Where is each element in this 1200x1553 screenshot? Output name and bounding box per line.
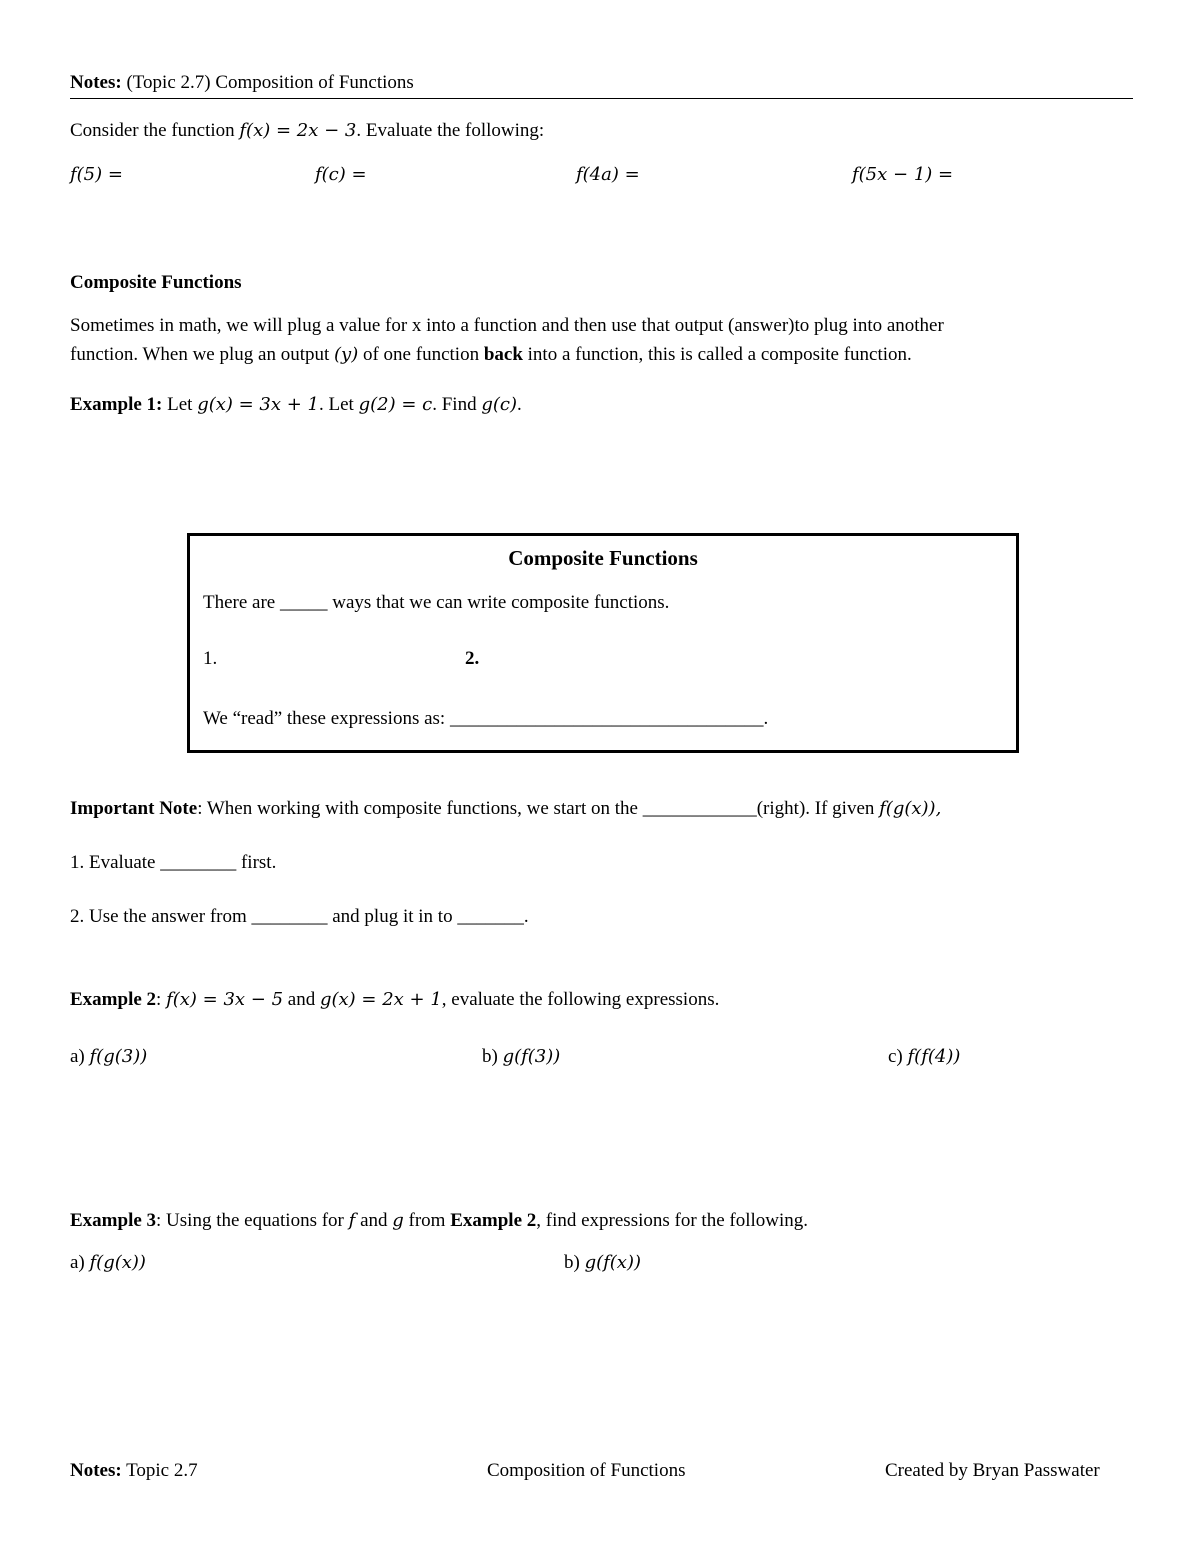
section-para-line-2 [70, 340, 1080, 369]
example-3 [70, 1210, 808, 1232]
header-label: Notes: [70, 72, 122, 93]
para-2-var: (y) [334, 344, 359, 365]
example-2-part-c [888, 1046, 960, 1068]
example-1-t2: . Let [319, 394, 354, 415]
example-2-f-def: f(x) = 3x − 5 [166, 989, 284, 1010]
example-2-part-b [482, 1046, 560, 1068]
important-text: : When working with composite functions, we start on the ____________(right). If given [197, 798, 875, 819]
part-letter: b) [482, 1046, 498, 1067]
part-letter: c) [888, 1046, 903, 1067]
part-letter: b) [564, 1252, 580, 1273]
example-2-g-def: g(x) = 2x + 1 [319, 989, 442, 1010]
warmup-item-2: f(c) = [315, 164, 367, 185]
section-heading: Composite Functions [70, 272, 242, 293]
warmup-item-3: f(4a) = [576, 164, 640, 185]
para-2-bold: back [483, 344, 523, 365]
example-2-label: Example 2 [70, 989, 157, 1010]
important-expr: f(g(x)), [879, 798, 942, 819]
part-expr: f(g(3)) [89, 1046, 148, 1067]
part-expr: g(f(3)) [502, 1046, 561, 1067]
part-expr: g(f(x)) [584, 1252, 642, 1273]
important-note [70, 798, 941, 820]
example-3-t1: : Using the equations for [156, 1210, 344, 1231]
part-letter: a) [70, 1252, 85, 1273]
example-3-ref: Example 2 [450, 1210, 537, 1231]
para-2c: into a function, this is called a composite function. [527, 344, 912, 365]
warmup-function: f(x) = 2x − 3 [239, 120, 357, 141]
example-3-t4: , find expressions for the following. [536, 1210, 809, 1231]
warmup-tail: . Evaluate the following: [356, 120, 545, 141]
page-header [70, 72, 414, 94]
part-expr: f(g(x)) [89, 1252, 146, 1273]
example-1-t1: Let [167, 394, 193, 415]
example-1-t4: . [517, 394, 522, 415]
box-item-1: 1. [203, 648, 218, 669]
example-1 [70, 394, 522, 416]
example-3-t3: from [408, 1210, 446, 1231]
example-1-e1: g(x) = 3x + 1 [197, 394, 320, 415]
important-step-2: 2. Use the answer from ________ and plug it in to _______. [70, 906, 529, 927]
example-2 [70, 989, 719, 1011]
example-3-label: Example 3 [70, 1210, 157, 1231]
footer-topic: Topic 2.7 [126, 1460, 198, 1481]
example-2-tail: , evaluate the following expressions. [441, 989, 720, 1010]
example-2-colon: : [156, 989, 162, 1010]
header-rule [70, 98, 1133, 99]
box-title: Composite Functions [508, 546, 698, 570]
footer-left [70, 1460, 198, 1482]
footer-label: Notes: [70, 1460, 122, 1481]
header-title: (Topic 2.7) Composition of Functions [126, 72, 414, 93]
example-1-e2: g(2) = c [358, 394, 433, 415]
section-para-line-1: Sometimes in math, we will plug a value for x into a function and then use that output (answer)to plug into another [70, 315, 944, 336]
box-line-1: There are _____ ways that we can write composite functions. [203, 592, 670, 613]
footer-right: Created by Bryan Passwater [885, 1460, 1100, 1481]
important-label: Important Note [70, 798, 198, 819]
example-3-part-a [70, 1252, 146, 1274]
box-read-line: We “read” these expressions as: _________________________________. [203, 708, 769, 729]
box-item-2: 2. [465, 648, 480, 669]
footer-center: Composition of Functions [487, 1460, 686, 1481]
example-1-e3: g(c) [481, 394, 517, 415]
para-2b: of one function [362, 344, 480, 365]
warmup-item-1: f(5) = [70, 164, 123, 185]
example-3-part-b [564, 1252, 641, 1274]
example-3-t2: and [360, 1210, 388, 1231]
warmup-intro-text: Consider the function [70, 120, 235, 141]
example-3-f: f [348, 1210, 356, 1231]
important-step-1: 1. Evaluate ________ first. [70, 852, 277, 873]
part-expr: f(f(4)) [907, 1046, 961, 1067]
part-letter: a) [70, 1046, 85, 1067]
para-2a: function. When we plug an output [70, 344, 330, 365]
section-paragraph [70, 311, 1080, 369]
example-3-g: g [392, 1210, 404, 1231]
example-2-part-a [70, 1046, 147, 1068]
warmup-item-4: f(5x − 1) = [852, 164, 954, 185]
example-1-label: Example 1: [70, 394, 163, 415]
example-2-and: and [287, 989, 316, 1010]
example-1-t3: . Find [432, 394, 477, 415]
warmup-intro [70, 120, 544, 142]
